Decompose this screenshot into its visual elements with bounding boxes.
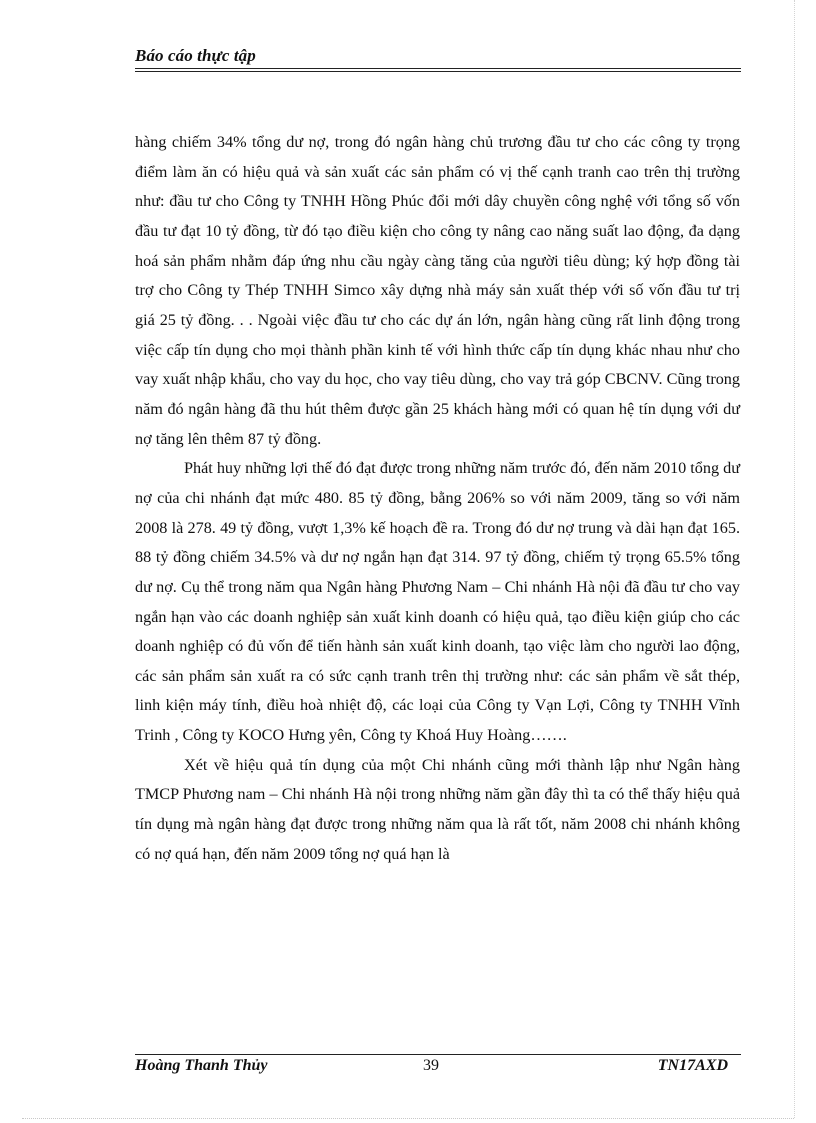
footer-author: Hoàng Thanh Thủy bbox=[135, 1057, 268, 1074]
header-rule-top bbox=[135, 68, 741, 69]
header-rule-bottom bbox=[135, 71, 741, 72]
page-number: 39 bbox=[423, 1057, 439, 1074]
page-border-right bbox=[794, 0, 795, 1118]
footer-rule bbox=[135, 1054, 741, 1055]
paragraph-3: Xét về hiệu quả tín dụng của một Chi nhánh cũng mới thành lập như Ngân hàng TMCP Phương nam – Chi nhánh Hà nội trong những năm gần đây thì ta có thể thấy hiệu quả tín dụng mà ngân hàng đạt được trong những năm qua là rất tốt, năm 2008 chi nhánh không có nợ quá hạn, đến năm 2009 tổng nợ quá hạn là bbox=[135, 755, 740, 863]
header-title: Báo cáo thực tập bbox=[135, 46, 256, 65]
paragraph-2: Phát huy những lợi thế đó đạt được trong những năm trước đó, đến năm 2010 tổng dư nợ của chi nhánh đạt mức 480. 85 tỷ đồng, bằng 206% so với năm 2009, tăng so với năm 2008 là 278. 49 tỷ đồng, vượt 1,3% kế hoạch đề ra. Trong đó dư nợ trung và dài hạn đạt 165. 88 tỷ đồng chiếm 34.5% và dư nợ ngắn hạn đạt 314. 97 tỷ đồng, chiếm tỷ trọng 65.5% tổng dư nợ. Cụ thể trong năm qua Ngân hàng Phương Nam – Chi nhánh Hà nội đã đầu tư cho vay ngắn hạn vào các doanh nghiệp sản xuất kinh doanh có hiệu quả, tạo điều kiện giúp cho các doanh nghiệp có đủ vốn để tiến hành sản xuất kinh doanh, tạo việc làm cho người lao động, các sản phẩm sản xuất ra có sức cạnh tranh trên thị trường như: các sản phẩm về sắt thép, linh kiện máy tính, điều hoà nhiệt độ, các loại của Công ty Vạn Lợi, Công ty TNHH Vĩnh Trinh , Công ty KOCO Hưng yên, Công ty Khoá Huy Hoàng……. bbox=[135, 459, 741, 745]
paragraph-1: hàng chiếm 34% tổng dư nợ, trong đó ngân hàng chủ trương đầu tư cho các công ty trọng điểm làm ăn có hiệu quả và sản xuất các sản phẩm có vị thế cạnh tranh cao trên thị trường như: đầu tư cho Công ty TNHH Hồng Phúc đổi mới dây chuyền công nghệ với tổng số vốn đầu tư đạt 10 tỷ đồng, từ đó tạo điều kiện cho công ty nâng cao năng suất lao động, đa dạng hoá sản phẩm nhằm đáp ứng nhu cầu ngày càng tăng của người tiêu dùng; ký hợp đồng tài trợ cho Công ty Thép TNHH Simco xây dựng nhà máy sản xuất thép với số vốn đầu tư trị giá 25 tỷ đồng. . . Ngoài việc đầu tư cho các dự án lớn, ngân hàng cũng rất linh động trong việc cấp tín dụng cho mọi thành phần kinh tế với hình thức cấp tín dụng khác nhau như cho vay xuất nhập khẩu, cho vay du học, cho vay tiêu dùng, cho vay trả góp CBCNV. Cũng trong năm đó ngân hàng đã thu hút thêm được gần 25 khách hàng mới có quan hệ tín dụng với dư nợ tăng lên thêm 87 tỷ đồng. bbox=[135, 133, 740, 448]
page-border-bottom bbox=[22, 1118, 794, 1119]
body-text bbox=[135, 128, 740, 869]
footer-code: TN17AXD bbox=[657, 1057, 728, 1074]
